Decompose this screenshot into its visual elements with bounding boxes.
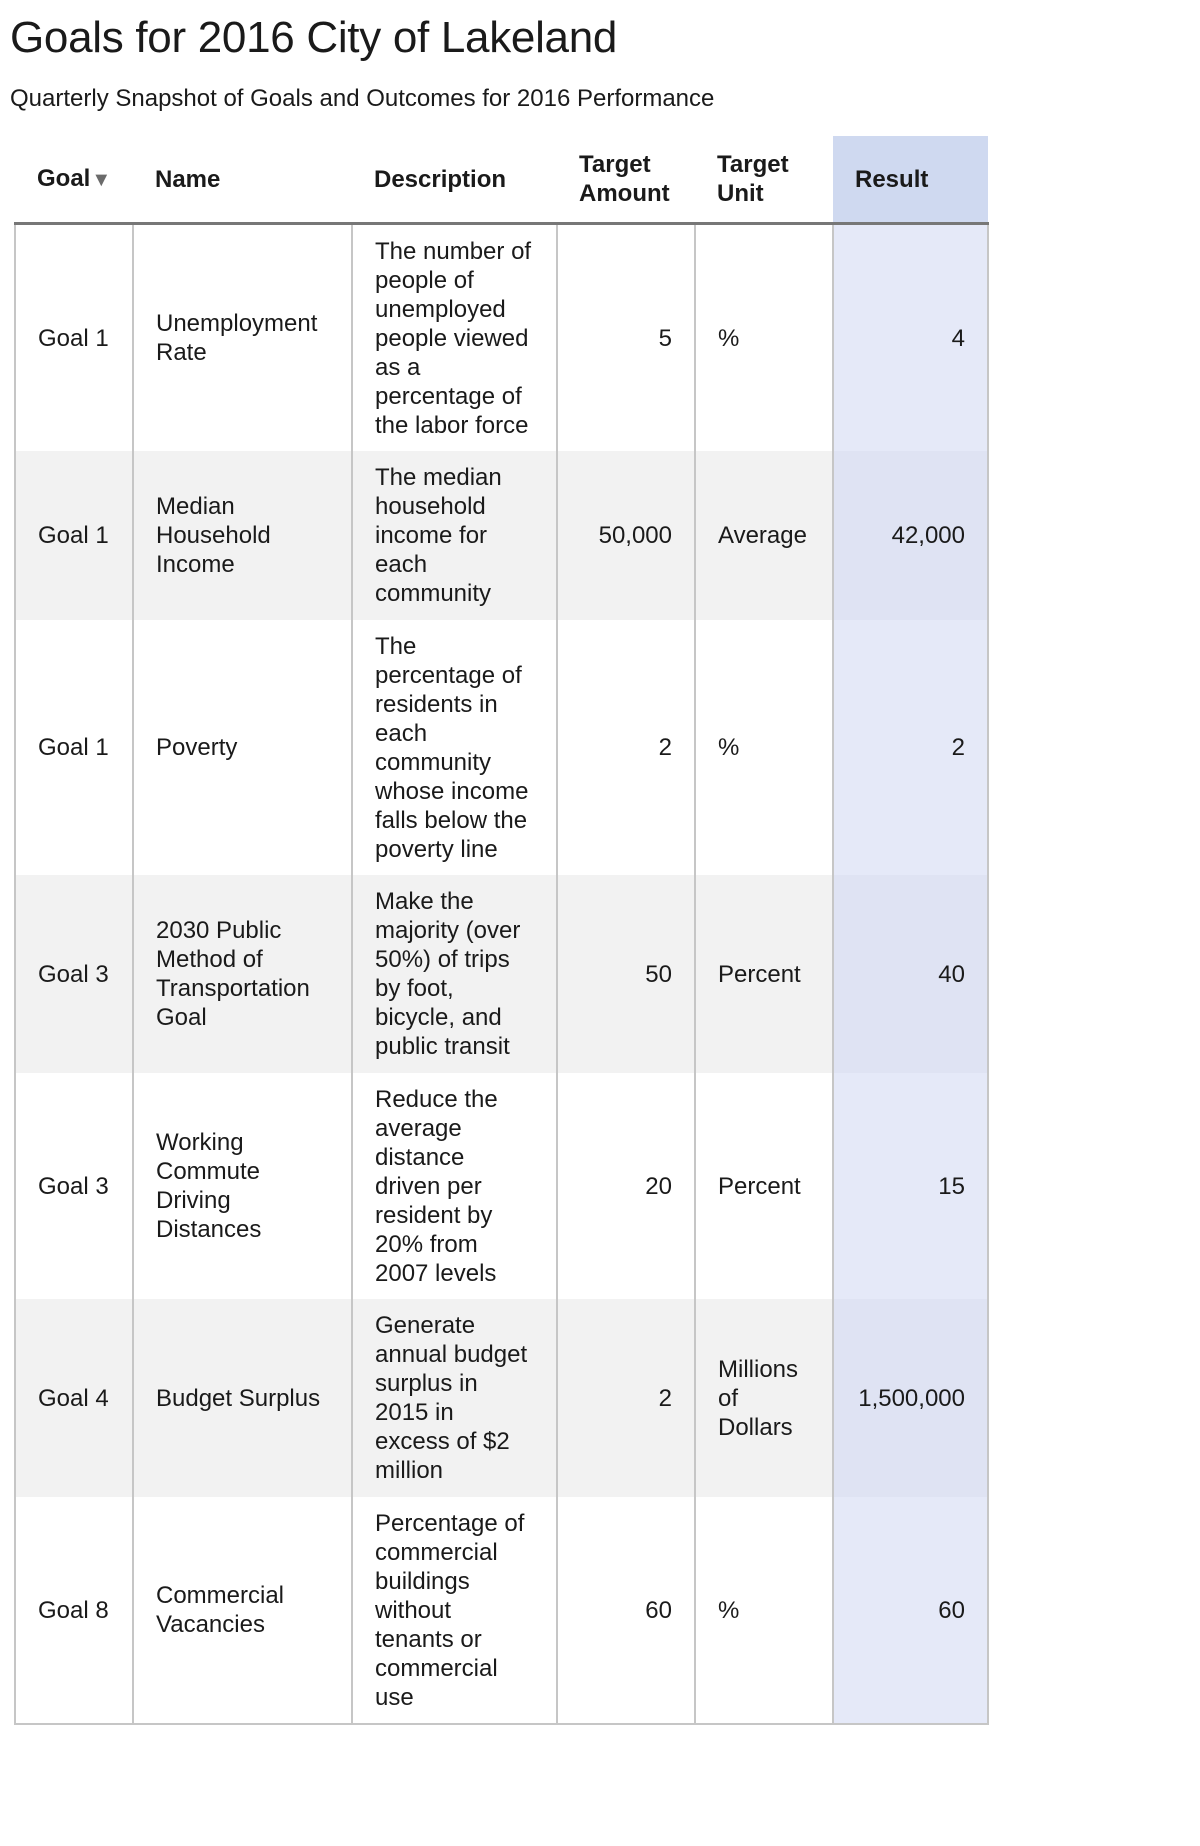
column-header-target-unit[interactable]: Target Unit: [695, 136, 833, 224]
name-cell: Poverty: [133, 620, 352, 875]
goal-cell: Goal 1: [15, 620, 133, 875]
goal-cell: Goal 1: [15, 451, 133, 620]
target-amount-cell: 20: [557, 1073, 695, 1299]
target-amount-cell: 5: [557, 224, 695, 452]
goal-cell: Goal 3: [15, 875, 133, 1073]
goals-table-container: [14, 136, 989, 1725]
target-unit-cell: Percent: [695, 875, 833, 1073]
result-cell: 40: [833, 875, 988, 1073]
goal-cell: Goal 4: [15, 1299, 133, 1497]
result-cell: 15: [833, 1073, 988, 1299]
column-header-target-amount[interactable]: Target Amount: [557, 136, 695, 224]
description-cell: Make the majority (over 50%) of trips by foot, bicycle, and public transit: [352, 875, 557, 1073]
target-amount-cell: 50,000: [557, 451, 695, 620]
target-amount-cell: 50: [557, 875, 695, 1073]
description-cell: Generate annual budget surplus in 2015 in excess of $2 million: [352, 1299, 557, 1497]
target-unit-cell: %: [695, 1497, 833, 1724]
table-header-row: [15, 136, 988, 224]
description-cell: The percentage of residents in each community whose income falls below the poverty line: [352, 620, 557, 875]
target-unit-cell: Percent: [695, 1073, 833, 1299]
goal-cell: Goal 3: [15, 1073, 133, 1299]
table-row: [15, 1073, 988, 1299]
name-cell: Working Commute Driving Distances: [133, 1073, 352, 1299]
page-title: Goals for 2016 City of Lakeland: [10, 13, 618, 62]
goals-table: [14, 136, 989, 1725]
name-cell: Median Household Income: [133, 451, 352, 620]
result-cell: 1,500,000: [833, 1299, 988, 1497]
table-row: [15, 620, 988, 875]
table-row: [15, 1497, 988, 1724]
table-row: [15, 451, 988, 620]
name-cell: 2030 Public Method of Transportation Goal: [133, 875, 352, 1073]
target-unit-cell: Average: [695, 451, 833, 620]
column-header-name[interactable]: Name: [133, 136, 352, 224]
result-cell: 4: [833, 224, 988, 452]
result-cell: 60: [833, 1497, 988, 1724]
page-subtitle: Quarterly Snapshot of Goals and Outcomes for 2016 Performance: [10, 85, 715, 112]
target-unit-cell: %: [695, 224, 833, 452]
target-unit-cell: Millions of Dollars: [695, 1299, 833, 1497]
description-cell: The median household income for each community: [352, 451, 557, 620]
result-cell: 42,000: [833, 451, 988, 620]
column-header-label: Goal: [37, 164, 91, 192]
name-cell: Unemployment Rate: [133, 224, 352, 452]
table-row: [15, 224, 988, 452]
description-cell: Percentage of commercial buildings without tenants or commercial use: [352, 1497, 557, 1724]
column-header-goal[interactable]: [15, 136, 133, 224]
goal-cell: Goal 1: [15, 224, 133, 452]
table-row: [15, 1299, 988, 1497]
column-header-description[interactable]: Description: [352, 136, 557, 224]
description-cell: Reduce the average distance driven per resident by 20% from 2007 levels: [352, 1073, 557, 1299]
sort-desc-icon[interactable]: ▼: [91, 168, 112, 191]
goal-cell: Goal 8: [15, 1497, 133, 1724]
description-cell: The number of people of unemployed people viewed as a percentage of the labor force: [352, 224, 557, 452]
target-amount-cell: 2: [557, 1299, 695, 1497]
result-cell: 2: [833, 620, 988, 875]
name-cell: Commercial Vacancies: [133, 1497, 352, 1724]
target-amount-cell: 2: [557, 620, 695, 875]
target-amount-cell: 60: [557, 1497, 695, 1724]
target-unit-cell: %: [695, 620, 833, 875]
column-header-result[interactable]: Result: [833, 136, 988, 224]
name-cell: Budget Surplus: [133, 1299, 352, 1497]
table-row: [15, 875, 988, 1073]
